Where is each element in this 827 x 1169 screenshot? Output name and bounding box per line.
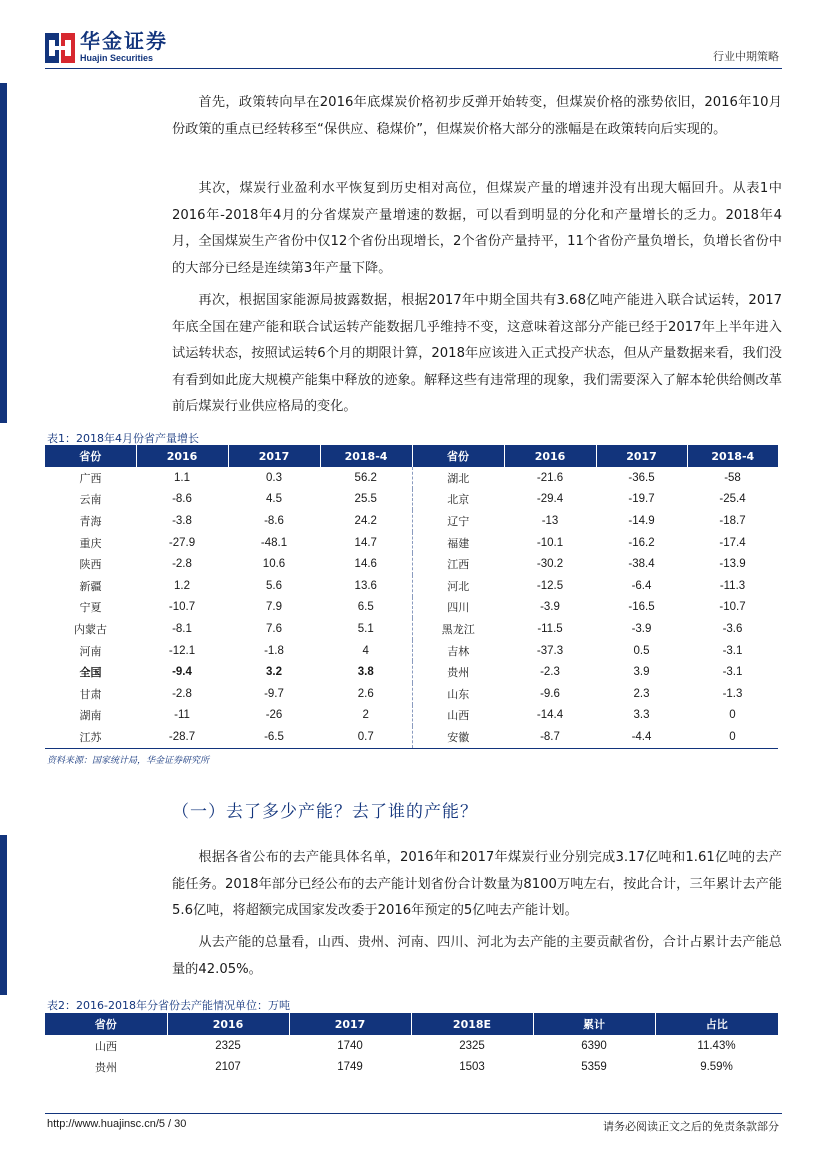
value-cell: -3.9 (540, 601, 560, 614)
value-cell: 3.2 (266, 666, 282, 679)
value-cell: -58 (724, 471, 741, 484)
value-cell: 5359 (581, 1060, 607, 1073)
value-cell: -2.3 (540, 666, 560, 679)
column-header: 2018E (411, 1013, 533, 1035)
province-cell: 河南 (79, 644, 102, 658)
table-row (45, 705, 778, 727)
value-cell: -1.3 (722, 687, 743, 700)
value-cell: -30.2 (536, 558, 564, 571)
value-cell: -27.9 (168, 536, 196, 549)
value-cell: 3.3 (633, 709, 650, 722)
province-cell: 云南 (79, 493, 102, 507)
column-header: 占比 (655, 1013, 778, 1035)
value-cell: 24.2 (320, 510, 412, 532)
province-cell: 河北 (447, 579, 470, 593)
huajin-logo-icon (45, 33, 75, 63)
province-cell: 福建 (447, 536, 470, 550)
value-cell: 2.3 (633, 687, 650, 700)
value-cell: 10.6 (262, 558, 286, 571)
value-cell: 5.6 (266, 579, 282, 592)
value-cell: 1749 (337, 1060, 363, 1073)
value-cell: 11.43% (697, 1039, 736, 1052)
province-cell: 山东 (447, 687, 470, 701)
table-row (45, 661, 778, 683)
province-cell: 陕西 (79, 558, 102, 572)
margin-accent-bar (0, 835, 7, 995)
body-paragraph: 首先，政策转向早在2016年底煤炭价格初步反弹开始转变，但煤炭价格的涨势依旧，2016年10月份政策的重点已经转移至“保供应、稳煤价”，但煤炭价格大部分的涨幅是在政策转向后实现的。 (172, 95, 782, 137)
table-source-note: 资料来源：国家统计局，华金证券研究所 (47, 756, 210, 766)
value-cell: 14.6 (320, 553, 412, 575)
value-cell: -18.7 (719, 514, 746, 527)
column-header: 2018-4 (320, 445, 412, 467)
column-header: 2016 (136, 445, 228, 467)
value-cell: -37.3 (536, 644, 564, 657)
value-cell: 7.6 (266, 622, 282, 635)
value-cell: -9.7 (264, 687, 284, 700)
value-cell: -19.7 (628, 493, 655, 506)
value-cell: 13.6 (320, 575, 412, 597)
value-cell: 2 (320, 705, 412, 727)
value-cell: -11 (174, 709, 190, 722)
value-cell: -29.4 (536, 493, 564, 506)
value-cell: 0 (729, 730, 736, 743)
value-cell: -25.4 (719, 493, 746, 506)
value-cell: -13.9 (719, 558, 746, 571)
value-cell: -1.8 (264, 644, 284, 657)
value-cell: -3.8 (172, 514, 192, 527)
value-cell: -8.6 (172, 493, 192, 506)
province-cell: 湖南 (79, 709, 102, 723)
column-header: 2017 (289, 1013, 411, 1035)
value-cell: -28.7 (168, 730, 196, 743)
column-header: 2018-4 (687, 445, 778, 467)
value-cell: -3.6 (722, 622, 743, 635)
table-header-row (45, 445, 778, 467)
value-cell: -21.6 (536, 471, 564, 484)
province-cell: 青海 (79, 514, 102, 528)
province-cell: 全国 (79, 666, 102, 680)
provincial-output-growth-table (45, 445, 778, 749)
body-paragraph: 从去产能的总量看，山西、贵州、河南、四川、河北为去产能的主要贡献省份，合计占累计去产能总量的42.05%。 (172, 935, 782, 977)
table-row (45, 467, 778, 489)
province-cell: 北京 (447, 493, 470, 507)
table-header-row (45, 1013, 778, 1035)
province-cell: 黑龙江 (441, 622, 475, 636)
province-cell: 贵州 (447, 666, 470, 680)
table-row (45, 726, 778, 748)
province-cell: 安徽 (447, 730, 470, 744)
value-cell: 2107 (215, 1060, 241, 1073)
value-cell: 0 (729, 709, 736, 722)
value-cell: 3.8 (320, 661, 412, 683)
report-type-label: 行业中期策略 (713, 50, 779, 63)
value-cell: -13 (541, 514, 559, 527)
value-cell: 1.1 (174, 471, 190, 484)
logo-text-en: Huajin Securities (80, 53, 154, 63)
province-cell: 宁夏 (79, 601, 102, 615)
value-cell: -14.9 (628, 514, 655, 527)
province-cell: 广西 (79, 471, 102, 485)
logo-text-cn: 华金证券 (80, 29, 168, 53)
province-cell: 新疆 (79, 579, 102, 593)
value-cell: -38.4 (628, 558, 655, 571)
table-row (45, 1056, 778, 1077)
table-row (45, 489, 778, 511)
value-cell: -3.1 (722, 644, 743, 657)
value-cell: 4.5 (266, 493, 282, 506)
value-cell: -2.8 (172, 558, 192, 571)
value-cell: -9.6 (540, 687, 560, 700)
column-header: 省份 (45, 1013, 167, 1035)
column-header: 2017 (596, 445, 687, 467)
footer-disclaimer: 请务必阅读正文之后的免责条款部分 (603, 1120, 779, 1133)
column-header: 省份 (412, 445, 504, 467)
table-caption: 表2：2016-2018年分省份去产能情况单位：万吨 (47, 999, 290, 1012)
province-cell: 贵州 (95, 1060, 117, 1074)
province-cell: 辽宁 (447, 514, 470, 528)
value-cell: -12.5 (536, 579, 564, 592)
margin-accent-bar (0, 83, 7, 423)
column-header: 累计 (533, 1013, 655, 1035)
province-cell: 山西 (447, 709, 470, 723)
value-cell: 0.5 (633, 644, 650, 657)
value-cell: -10.7 (719, 601, 746, 614)
value-cell: -12.1 (168, 644, 196, 657)
value-cell: 6.5 (320, 597, 412, 619)
value-cell: -8.1 (172, 622, 192, 635)
value-cell: 1503 (459, 1060, 485, 1073)
province-cell: 甘肃 (79, 687, 102, 701)
province-cell: 重庆 (79, 536, 102, 550)
value-cell: 3.9 (633, 666, 650, 679)
table-row (45, 597, 778, 619)
value-cell: -8.7 (540, 730, 560, 743)
column-header: 省份 (45, 445, 136, 467)
footer-url-page: http://www.huajinsc.cn/5 / 30 (47, 1118, 187, 1130)
table-row (45, 553, 778, 575)
province-cell: 四川 (447, 601, 470, 615)
province-cell: 江苏 (79, 730, 102, 744)
column-header: 2016 (504, 445, 596, 467)
value-cell: 2325 (459, 1039, 485, 1052)
value-cell: 2.6 (320, 683, 412, 705)
table-row (45, 532, 778, 554)
province-cell: 山西 (95, 1039, 117, 1053)
value-cell: 25.5 (320, 489, 412, 511)
value-cell: -10.7 (168, 601, 196, 614)
province-cell: 吉林 (447, 644, 470, 658)
table-row (45, 510, 778, 532)
value-cell: -16.5 (628, 601, 655, 614)
value-cell: -8.6 (264, 514, 284, 527)
value-cell: -9.4 (172, 666, 192, 679)
value-cell: -4.4 (631, 730, 652, 743)
column-header: 2016 (167, 1013, 289, 1035)
capacity-reduction-table (45, 1013, 778, 1077)
value-cell: 56.2 (320, 467, 412, 489)
value-cell: -11.5 (537, 622, 563, 635)
footer-divider (45, 1113, 782, 1114)
value-cell: 0.3 (266, 471, 282, 484)
value-cell: -48.1 (260, 536, 288, 549)
table-row (45, 1035, 778, 1056)
value-cell: 4 (320, 640, 412, 662)
column-header: 2017 (228, 445, 320, 467)
value-cell: -6.5 (264, 730, 284, 743)
value-cell: 6390 (581, 1039, 607, 1052)
value-cell: 9.59% (700, 1060, 733, 1073)
value-cell: -17.4 (719, 536, 746, 549)
body-paragraph: 其次，煤炭行业盈利水平恢复到历史相对高位，但煤炭产量的增速并没有出现大幅回升。从表1中2016年-2018年4月的分省煤炭产量增速的数据，可以看到明显的分化和产量增长的乏力。2018年4月，全国煤炭生产省份中仅12个省份出现增长，2个省份产量持平，11个省份产量负增长，负增长省份中的大部分已经是连续第3年产量下降。 (172, 181, 782, 276)
value-cell: 2325 (215, 1039, 241, 1052)
value-cell: 7.9 (266, 601, 282, 614)
body-paragraph: 根据各省公布的去产能具体名单，2016年和2017年煤炭行业分别完成3.17亿吨和1.61亿吨的去产能任务。2018年部分已经公布的去产能计划省份合计数量为8100万吨左右，按此合计，三年累计去产能5.6亿吨，将超额完成国家发改委于2016年预定的5亿吨去产能计划。 (172, 850, 782, 918)
province-cell: 湖北 (447, 471, 470, 485)
province-cell: 江西 (447, 558, 470, 572)
value-cell: 14.7 (320, 532, 412, 554)
header-divider (45, 68, 782, 69)
body-paragraph: 再次，根据国家能源局披露数据，根据2017年中期全国共有3.68亿吨产能进入联合试运转，2017年底全国在建产能和联合试运转产能数据几乎维持不变，这意味着这部分产能已经于2017年上半年进入试运转状态，按照试运转6个月的期限计算，2018年应该进入正式投产状态，但从产量数据来看，我们没有看到如此庞大规模产能集中释放的迹象。解释这些有违常理的现象，我们需要深入了解本轮供给侧改革前后煤炭行业供应格局的变化。 (172, 293, 782, 414)
value-cell: -2.8 (172, 687, 192, 700)
value-cell: 1.2 (174, 579, 190, 592)
value-cell: 0.7 (320, 726, 412, 748)
value-cell: -3.1 (722, 666, 743, 679)
value-cell: 5.1 (320, 618, 412, 640)
table-caption: 表1：2018年4月份省产量增长 (47, 432, 199, 445)
table-row (45, 683, 778, 705)
value-cell: -6.4 (631, 579, 652, 592)
value-cell: -10.1 (536, 536, 564, 549)
value-cell: 1740 (337, 1039, 363, 1052)
section-heading: （一）去了多少产能？去了谁的产能？ (172, 802, 478, 822)
table-row (45, 618, 778, 640)
province-cell: 内蒙古 (74, 622, 107, 636)
value-cell: -14.4 (536, 709, 564, 722)
page-header (0, 0, 827, 70)
table-row (45, 640, 778, 662)
table-row (45, 575, 778, 597)
value-cell: -16.2 (628, 536, 655, 549)
value-cell: -36.5 (628, 471, 655, 484)
value-cell: -26 (265, 709, 283, 722)
value-cell: -11.3 (719, 579, 746, 592)
value-cell: -3.9 (631, 622, 652, 635)
